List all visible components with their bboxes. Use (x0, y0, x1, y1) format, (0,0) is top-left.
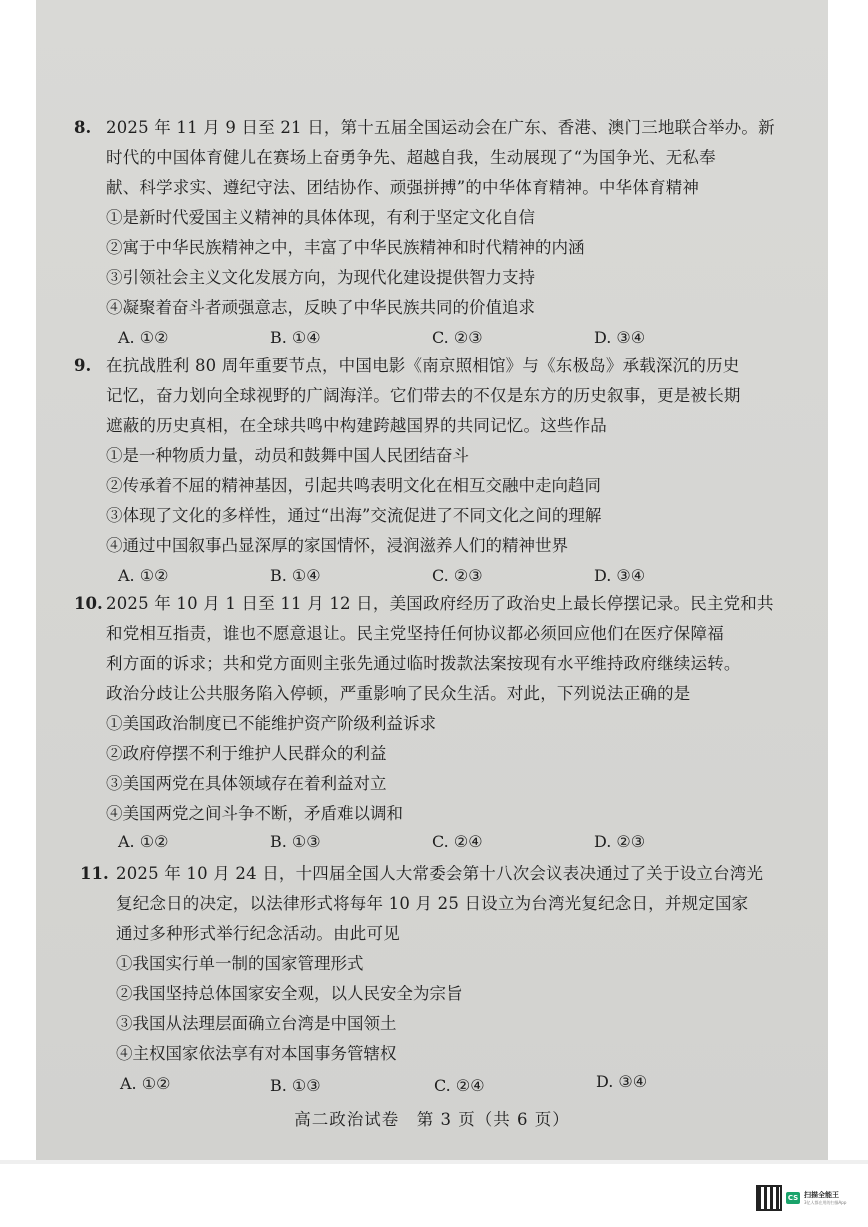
statement-4: ④通过中国叙事凸显深厚的家国情怀，浸润滋养人们的精神世界 (106, 536, 568, 555)
statement-3: ③引领社会主义文化发展方向，为现代化建设提供智力支持 (106, 268, 535, 287)
choice-b: B. ①③ (270, 832, 321, 851)
statement-2: ②传承着不屈的精神基因，引起共鸣表明文化在相互交融中走向趋同 (106, 476, 601, 495)
scan-edge (0, 1160, 868, 1164)
question-number: 10. (74, 594, 103, 613)
statement-4: ④美国两党之间斗争不断，矛盾难以调和 (106, 804, 403, 823)
question-stem-line: 复纪念日的决定，以法律形式将每年 10 月 25 日设立为台湾光复纪念日，并规定国家 (116, 894, 749, 913)
statement-1: ①是新时代爱国主义精神的具体体现，有利于坚定文化自信 (106, 208, 535, 227)
choice-d: D. ②③ (594, 832, 646, 851)
question-stem-line: 和党相互指责，谁也不愿意退让。民主党坚持任何协议都必须回应他们在医疗保障福 (106, 624, 724, 643)
question-stem-line: 献、科学求实、遵纪守法、团结协作、顽强拼搏”的中华体育精神。中华体育精神 (106, 178, 700, 197)
question-stem-line: 2025 年 10 月 24 日，十四届全国人大常委会第十八次会议表决通过了关于设立台湾光 (116, 864, 764, 883)
watermark-text (804, 1192, 846, 1205)
question-stem-line: 政治分歧让公共服务陷入停顿，严重影响了民众生活。对此，下列说法正确的是 (106, 684, 691, 703)
question-number: 9. (74, 356, 92, 375)
question-stem-line: 利方面的诉求；共和党方面则主张先通过临时拨款法案按现有水平维持政府继续运转。 (106, 654, 741, 673)
statement-1: ①美国政治制度已不能维护资产阶级利益诉求 (106, 714, 436, 733)
camscanner-logo-icon: CS (787, 1194, 799, 1202)
question-stem-line: 2025 年 11 月 9 日至 21 日，第十五届全国运动会在广东、香港、澳门三地联合举办。新 (106, 118, 775, 137)
page-footer: 高二政治试卷 第 3 页（共 6 页） (294, 1110, 570, 1129)
qr-code-icon (756, 1185, 782, 1211)
choice-a: A. ①② (120, 1074, 171, 1093)
question-stem-line: 时代的中国体育健儿在赛场上奋勇争先、超越自我，生动展现了“为国争光、无私奉 (106, 148, 716, 167)
question-stem-line: 遮蔽的历史真相，在全球共鸣中构建跨越国界的共同记忆。这些作品 (106, 416, 607, 435)
choice-c: C. ②④ (434, 1076, 485, 1095)
watermark-title: 扫描全能王 (804, 1190, 839, 1199)
choice-b: B. ①④ (270, 328, 321, 347)
scanner-watermark (756, 1178, 856, 1218)
statement-4: ④主权国家依法享有对本国事务管辖权 (116, 1044, 397, 1063)
question-number: 11. (80, 864, 109, 883)
choice-c: C. ②④ (432, 832, 483, 851)
statement-1: ①是一种物质力量，动员和鼓舞中国人民团结奋斗 (106, 446, 469, 465)
question-stem-line: 2025 年 10 月 1 日至 11 月 12 日，美国政府经历了政治史上最长停摆记录。民主党和共 (106, 594, 774, 613)
question-stem-line: 在抗战胜利 80 周年重要节点，中国电影《南京照相馆》与《东极岛》承载深沉的历史 (106, 356, 740, 375)
statement-2: ②寓于中华民族精神之中，丰富了中华民族精神和时代精神的内涵 (106, 238, 585, 257)
statement-2: ②我国坚持总体国家安全观，以人民安全为宗旨 (116, 984, 463, 1003)
watermark-subtitle: 3亿人都在用的扫描App (804, 1199, 847, 1205)
statement-1: ①我国实行单一制的国家管理形式 (116, 954, 364, 973)
statement-4: ④凝聚着奋斗者顽强意志，反映了中华民族共同的价值追求 (106, 298, 535, 317)
choice-d: D. ③④ (594, 328, 646, 347)
choice-c: C. ②③ (432, 328, 483, 347)
choice-a: A. ①② (118, 566, 169, 585)
choice-b: B. ①③ (270, 1076, 321, 1095)
statement-3: ③我国从法理层面确立台湾是中国领土 (116, 1014, 397, 1033)
statement-2: ②政府停摆不利于维护人民群众的利益 (106, 744, 387, 763)
scanned-paper (36, 0, 828, 1160)
statement-3: ③美国两党在具体领域存在着利益对立 (106, 774, 387, 793)
choice-a: A. ①② (118, 832, 169, 851)
question-stem-line: 通过多种形式举行纪念活动。由此可见 (116, 924, 400, 943)
question-stem-line: 记忆，奋力划向全球视野的广阔海洋。它们带去的不仅是东方的历史叙事，更是被长期 (106, 386, 741, 405)
choice-d: D. ③④ (596, 1072, 648, 1091)
choice-a: A. ①② (118, 328, 169, 347)
question-number: 8. (74, 118, 92, 137)
choice-b: B. ①④ (270, 566, 321, 585)
statement-3: ③体现了文化的多样性，通过“出海”交流促进了不同文化之间的理解 (106, 506, 602, 525)
choice-d: D. ③④ (594, 566, 646, 585)
choice-c: C. ②③ (432, 566, 483, 585)
